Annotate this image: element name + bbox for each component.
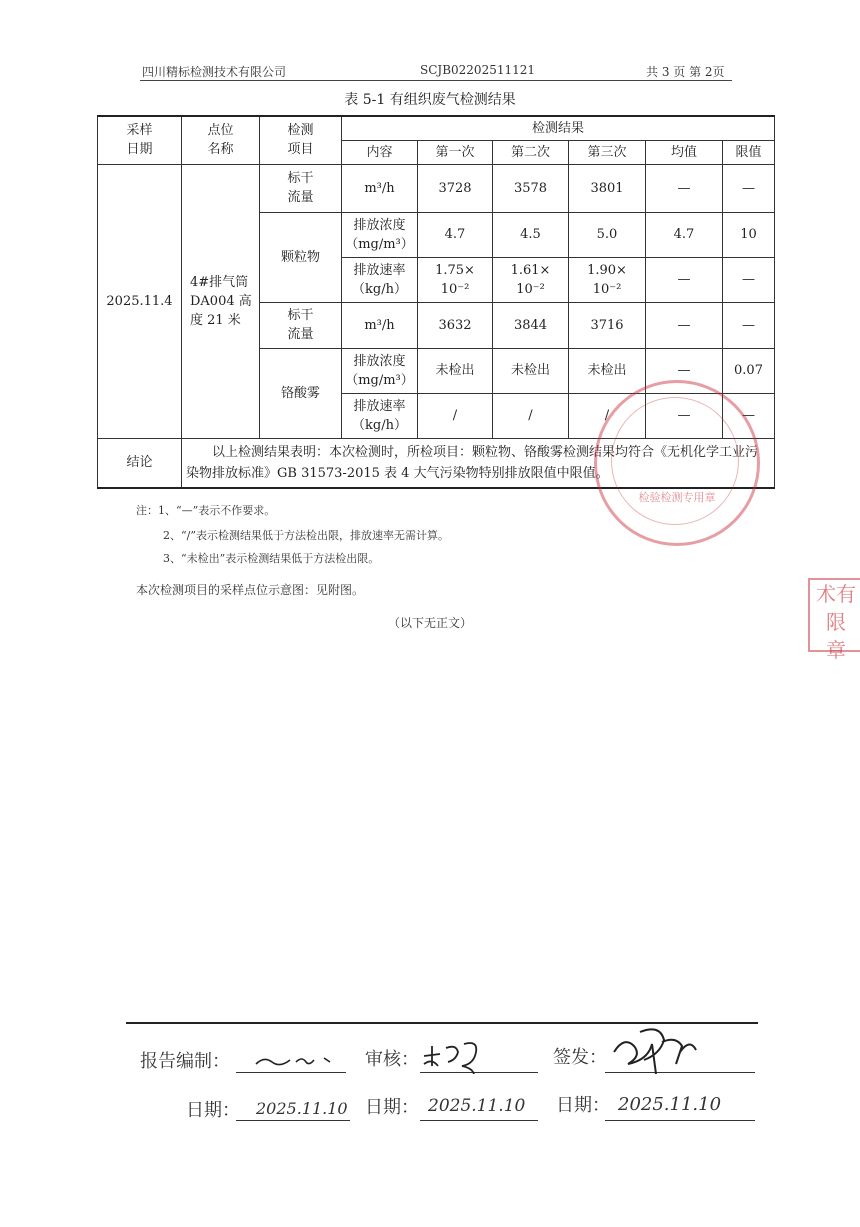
head-r3: 第三次 bbox=[569, 140, 646, 164]
head-avg: 均值 bbox=[646, 140, 723, 164]
r2-cell: 3578 bbox=[493, 164, 569, 212]
content-cell: 排放速率 （kg/h） bbox=[342, 393, 418, 438]
table-row bbox=[98, 164, 775, 212]
limit-cell: — bbox=[723, 257, 775, 302]
item-cell: 标干 流量 bbox=[260, 302, 342, 348]
page-info: 共 3 页 第 2页 bbox=[646, 65, 725, 79]
limit-cell: 10 bbox=[723, 212, 775, 257]
r2-cell: / bbox=[493, 393, 569, 438]
conclusion-text: 以上检测结果表明：本次检测时，所检项目：颗粒物、铬酸雾检测结果均符合《无机化学工业污染物排放标准》GB 31573-2015 表 4 大气污染物特别排放限值中限值。 bbox=[182, 438, 775, 488]
r3-cell: 5.0 bbox=[569, 212, 646, 257]
side-seal: 术有限 章 bbox=[808, 578, 860, 652]
issuer-signature bbox=[604, 1022, 704, 1078]
content-cell: 排放浓度 （mg/m³） bbox=[342, 212, 418, 257]
head-r2: 第二次 bbox=[493, 140, 569, 164]
r1-cell: 4.7 bbox=[418, 212, 493, 257]
note-1: 注：1、“—”表示不作要求。 bbox=[136, 504, 276, 517]
content-cell: 排放浓度 （mg/m³） bbox=[342, 348, 418, 393]
compiler-date: 2025.11.10 bbox=[256, 1099, 348, 1118]
avg-cell: — bbox=[646, 257, 723, 302]
r2-cell: 4.5 bbox=[493, 212, 569, 257]
reviewer-date-line bbox=[420, 1120, 538, 1121]
r2-cell: 1.61× 10⁻² bbox=[493, 257, 569, 302]
r1-cell: 3728 bbox=[418, 164, 493, 212]
reviewer-signature bbox=[420, 1034, 500, 1074]
r1-cell: 未检出 bbox=[418, 348, 493, 393]
content-cell: m³/h bbox=[342, 164, 418, 212]
r2-cell: 未检出 bbox=[493, 348, 569, 393]
head-item: 检测 项目 bbox=[260, 116, 342, 164]
issuer-date-label: 日期： bbox=[556, 1095, 610, 1116]
sampling-date: 2025.11.4 bbox=[98, 164, 182, 438]
sampling-note: 本次检测项目的采样点位示意图：见附图。 bbox=[136, 583, 365, 597]
compiler-date-label: 日期： bbox=[186, 1100, 240, 1121]
sampling-point: 4#排气筒 DA004 高 度 21 米 bbox=[182, 164, 260, 438]
seal-text: 检验检测专用章 bbox=[638, 491, 716, 504]
compiler-date-line bbox=[236, 1120, 350, 1121]
head-results: 检测结果 bbox=[342, 116, 775, 140]
table-title: 表 5-1 有组织废气检测结果 bbox=[344, 92, 516, 108]
r1-cell: / bbox=[418, 393, 493, 438]
item-cell: 颗粒物 bbox=[260, 212, 342, 302]
header-rule bbox=[140, 80, 732, 81]
compiler-label: 报告编制： bbox=[140, 1051, 230, 1072]
official-seal bbox=[594, 380, 760, 546]
avg-cell: — bbox=[646, 393, 723, 438]
head-limit: 限值 bbox=[723, 140, 775, 164]
head-r1: 第一次 bbox=[418, 140, 493, 164]
table-head-row bbox=[98, 116, 775, 140]
conclusion-label: 结论 bbox=[98, 438, 182, 488]
limit-cell: — bbox=[723, 164, 775, 212]
company-name: 四川精标检测技术有限公司 bbox=[142, 65, 287, 79]
limit-cell: — bbox=[723, 302, 775, 348]
r2-cell: 3844 bbox=[493, 302, 569, 348]
r3-cell: / bbox=[569, 393, 646, 438]
reviewer-date-label: 日期： bbox=[365, 1097, 419, 1118]
reviewer-date: 2025.11.10 bbox=[428, 1096, 526, 1116]
item-cell: 铬酸雾 bbox=[260, 348, 342, 438]
limit-cell: — bbox=[723, 393, 775, 438]
head-point: 点位 名称 bbox=[182, 116, 260, 164]
note-3: 3、“未检出”表示检测结果低于方法检出限。 bbox=[163, 552, 380, 565]
r1-cell: 1.75× 10⁻² bbox=[418, 257, 493, 302]
content-cell: 排放速率 （kg/h） bbox=[342, 257, 418, 302]
issuer-date-line bbox=[605, 1120, 755, 1121]
seal-inner-ring bbox=[611, 397, 739, 525]
content-cell: m³/h bbox=[342, 302, 418, 348]
r1-cell: 3632 bbox=[418, 302, 493, 348]
note-2: 2、“/”表示检测结果低于方法检出限，排放速率无需计算。 bbox=[163, 529, 449, 542]
r3-cell: 3801 bbox=[569, 164, 646, 212]
head-date: 采样 日期 bbox=[98, 116, 182, 164]
issuer-date: 2025.11.10 bbox=[618, 1094, 722, 1115]
reviewer-label: 审核： bbox=[365, 1049, 419, 1070]
avg-cell: 4.7 bbox=[646, 212, 723, 257]
r3-cell: 3716 bbox=[569, 302, 646, 348]
limit-cell: 0.07 bbox=[723, 348, 775, 393]
issuer-label: 签发： bbox=[553, 1047, 607, 1068]
compiler-signature bbox=[250, 1046, 340, 1072]
avg-cell: — bbox=[646, 164, 723, 212]
r3-cell: 未检出 bbox=[569, 348, 646, 393]
avg-cell: — bbox=[646, 302, 723, 348]
item-cell: 标干 流量 bbox=[260, 164, 342, 212]
r3-cell: 1.90× 10⁻² bbox=[569, 257, 646, 302]
report-number: SCJB02202511121 bbox=[420, 63, 536, 77]
avg-cell: — bbox=[646, 348, 723, 393]
end-of-text: （以下无正文） bbox=[387, 616, 472, 630]
compiler-sign-line bbox=[236, 1072, 346, 1073]
head-content: 内容 bbox=[342, 140, 418, 164]
